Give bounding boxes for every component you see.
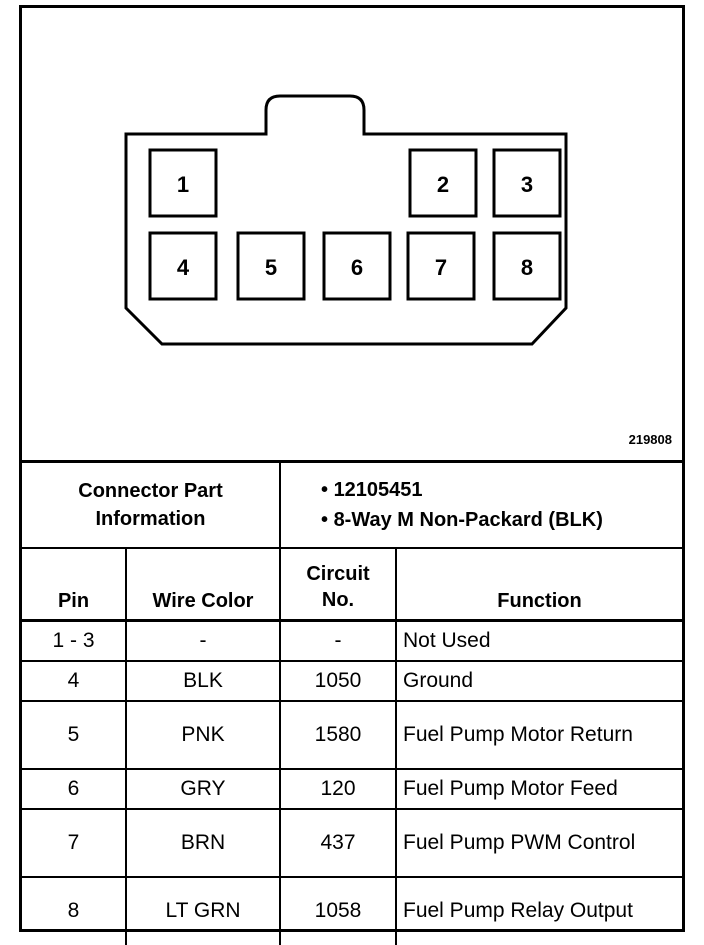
function-cell: Ground bbox=[396, 661, 682, 701]
connector-face-svg bbox=[22, 8, 682, 460]
header-wire-color: Wire Color bbox=[126, 548, 280, 621]
pin-label-2: 2 bbox=[436, 172, 450, 197]
table-row bbox=[22, 809, 682, 877]
function-cell: Fuel Pump PWM Control bbox=[396, 809, 682, 877]
pin-cell: 8 bbox=[22, 877, 126, 945]
wire-color-cell: - bbox=[126, 621, 280, 661]
table-row bbox=[22, 769, 682, 809]
table-header-row bbox=[22, 548, 682, 621]
pin-label-5: 5 bbox=[264, 255, 278, 280]
pin-cell: 5 bbox=[22, 701, 126, 769]
pin-label-7: 7 bbox=[434, 255, 448, 280]
pin-label-6: 6 bbox=[350, 255, 364, 280]
wire-color-cell: GRY bbox=[126, 769, 280, 809]
connector-diagram-frame bbox=[19, 5, 685, 932]
connector-housing bbox=[126, 96, 566, 344]
circuit-cell: - bbox=[280, 621, 396, 661]
header-function: Function bbox=[396, 548, 682, 621]
part-number: • 12105451 bbox=[321, 479, 423, 501]
function-cell: Fuel Pump Relay Output bbox=[396, 877, 682, 945]
part-info-label-line2: Information bbox=[95, 508, 206, 530]
pin-label-8: 8 bbox=[520, 255, 534, 280]
wire-color-cell: PNK bbox=[126, 701, 280, 769]
connector-description: • 8-Way M Non-Packard (BLK) bbox=[321, 509, 603, 531]
circuit-cell: 1050 bbox=[280, 661, 396, 701]
circuit-cell: 1580 bbox=[280, 701, 396, 769]
pin-cell: 1 - 3 bbox=[22, 621, 126, 661]
function-cell: Fuel Pump Motor Feed bbox=[396, 769, 682, 809]
part-info-values bbox=[280, 462, 682, 549]
table-row bbox=[22, 661, 682, 701]
header-circuit-no: Circuit No. bbox=[280, 548, 396, 621]
figure-id: 219808 bbox=[628, 432, 672, 447]
pin-label-4: 4 bbox=[176, 255, 190, 280]
connector-drawing-area bbox=[22, 8, 682, 460]
part-info-label-line1: Connector Part bbox=[78, 480, 223, 502]
wire-color-cell: BLK bbox=[126, 661, 280, 701]
pin-label-1: 1 bbox=[176, 172, 190, 197]
pin-cell: 7 bbox=[22, 809, 126, 877]
pin-cell: 4 bbox=[22, 661, 126, 701]
wire-color-cell: LT GRN bbox=[126, 877, 280, 945]
function-cell: Not Used bbox=[396, 621, 682, 661]
part-info-row bbox=[22, 462, 682, 549]
header-pin: Pin bbox=[22, 548, 126, 621]
pin-cell: 6 bbox=[22, 769, 126, 809]
circuit-cell: 1058 bbox=[280, 877, 396, 945]
pin-label-3: 3 bbox=[520, 172, 534, 197]
function-cell: Fuel Pump Motor Return bbox=[396, 701, 682, 769]
circuit-cell: 120 bbox=[280, 769, 396, 809]
wire-color-cell: BRN bbox=[126, 809, 280, 877]
table-row bbox=[22, 621, 682, 661]
table-row bbox=[22, 877, 682, 945]
circuit-cell: 437 bbox=[280, 809, 396, 877]
connector-pinout-table bbox=[22, 460, 682, 945]
table-row bbox=[22, 701, 682, 769]
part-info-label bbox=[22, 462, 280, 549]
